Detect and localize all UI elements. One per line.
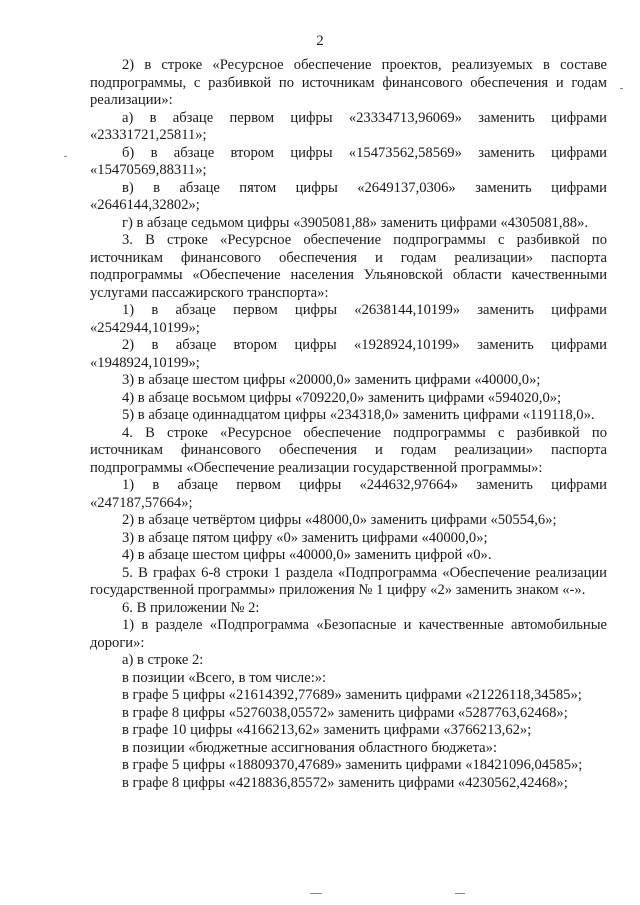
paragraph: 1) в абзаце первом цифры «2638144,10199» заменить цифрами «2542944,10199»;: [90, 302, 607, 336]
paragraph: в) в абзаце пятом цифры «2649137,0306» заменить цифрами «2646144,32802»;: [90, 179, 607, 213]
paragraph: 5. В графах 6-8 строки 1 раздела «Подпрограмма «Обеспечение реализации государственной программы» приложения № 1 цифру «2» заменить знаком «-».: [90, 564, 607, 598]
paragraph: 3) в абзаце шестом цифры «20000,0» заменить цифрами «40000,0»;: [122, 372, 541, 388]
paragraph: 2) в абзаце втором цифры «1928924,10199» заменить цифрами «1948924,10199»;: [90, 337, 607, 371]
scan-artifact: [455, 893, 465, 894]
paragraph: в графе 8 цифры «5276038,05572» заменить цифрами «5287763,62468»;: [122, 704, 568, 721]
paragraph: 4) в абзаце восьмом цифры «709220,0» заменить цифрами «594020,0»;: [122, 389, 562, 406]
paragraph: в графе 5 цифры «18809370,47689» заменить цифрами «18421096,04585»;: [122, 757, 583, 773]
scan-artifact: [310, 893, 322, 894]
paragraph: 2) в строке «Ресурсное обеспечение проектов, реализуемых в составе подпрограммы, с разбивкой по источникам финансового обеспечения и годам реализации»:: [90, 57, 607, 108]
paragraph: 5) в абзаце одиннадцатом цифры «234318,0» заменить цифрами «119118,0».: [122, 407, 595, 423]
scan-artifact: [620, 88, 623, 89]
paragraph: 4. В строке «Ресурсное обеспечение подпрограммы с разбивкой по источникам финансового обеспечения и годам реализации» паспорта подпрограммы «Обеспечение реализации государственной программы»:: [90, 424, 607, 476]
paragraph: 1) в разделе «Подпрограмма «Безопасные и качественные автомобильные дороги»:: [90, 617, 607, 651]
paragraph: в графе 5 цифры «21614392,77689» заменить цифрами «21226118,34585»;: [122, 687, 582, 703]
paragraph: а) в строке 2:: [122, 652, 204, 668]
paragraph: 3. В строке «Ресурсное обеспечение подпрограммы с разбивкой по источникам финансового обеспечения и годам реализации» паспорта подпрограммы «Обеспечение населения Ульяновской области качественными услугами пассажирского транспорта»:: [90, 232, 607, 301]
page-number: 2: [316, 33, 324, 49]
scan-artifact: [64, 156, 67, 157]
paragraph: 2) в абзаце четвёртом цифры «48000,0» заменить цифрами «50554,6»;: [122, 512, 557, 528]
paragraph: б) в абзаце втором цифры «15473562,58569» заменить цифрами «15470569,88311»;: [90, 144, 607, 178]
document-body: [90, 57, 607, 792]
paragraph: 1) в абзаце первом цифры «244632,97664» заменить цифрами «247187,57664»;: [90, 477, 607, 511]
paragraph: 3) в абзаце пятом цифру «0» заменить цифрами «40000,0»;: [122, 529, 488, 546]
paragraph: а) в абзаце первом цифры «23334713,96069» заменить цифрами «23331721,25811»;: [90, 109, 607, 143]
paragraph: 4) в абзаце шестом цифры «40000,0» заменить цифрой «0».: [122, 547, 492, 563]
paragraph: в графе 8 цифры «4218836,85572» заменить цифрами «4230562,42468»;: [122, 774, 568, 791]
paragraph: в графе 10 цифры «4166213,62» заменить цифрами «3766213,62»;: [122, 722, 532, 738]
paragraph: 6. В приложении № 2:: [122, 599, 260, 616]
paragraph: г) в абзаце седьмом цифры «3905081,88» заменить цифрами «4305081,88».: [122, 214, 589, 231]
paragraph: в позиции «Всего, в том числе:»:: [122, 669, 327, 686]
paragraph: в позиции «бюджетные ассигнования областного бюджета»:: [122, 739, 497, 756]
